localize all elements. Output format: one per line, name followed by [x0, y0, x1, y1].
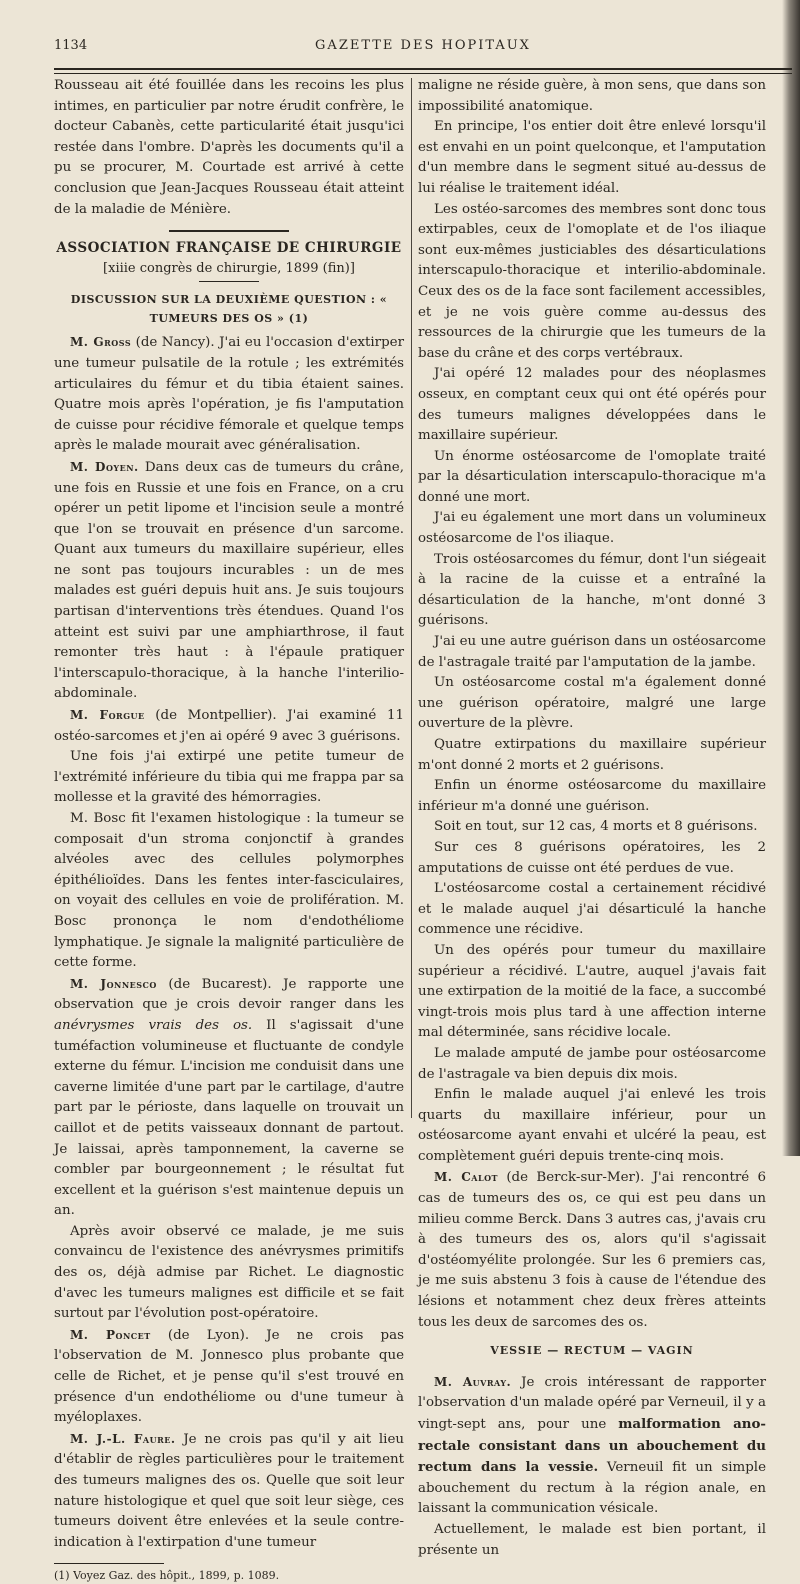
- paragraph: J'ai eu une autre guérison dans un ostéosarcome de l'astragale traité par l'amputation de la jambe.: [418, 634, 766, 670]
- footnote: (1) Voyez Gaz. des hôpit., 1899, p. 1089.: [54, 1569, 280, 1583]
- speaker-name: M. Auvray.: [434, 1374, 512, 1389]
- paragraph-text: Il s'agissait d'une tuméfaction volumineuse et fluctuante de condyle externe du fémur. L'incision me conduisit dans une caverne limitée d'une part par le cartilage, d'autre part par le périoste, dans laquelle on trouvait un caillot et de petits vaisseaux donnant de partout. Je laissai, après tamponnement, la caverne se combler par bourgeonnement ; le résultat fut excellent et la guérison s'est maintenue depuis un an.: [54, 1017, 404, 1219]
- paragraph: Sur ces 8 guérisons opératoires, les 2 amputations de cuisse ont été perdues de vue.: [418, 839, 766, 876]
- speaker-name: M. Poncet: [70, 1327, 151, 1342]
- paragraph-calot: [418, 1167, 766, 1333]
- footnote-rule: [54, 1563, 164, 1564]
- paragraph-text: (de Nancy). J'ai eu l'occasion d'extirper une tumeur pulsatile de la rotule ; les extrémités articulaires du fémur et du tibia étaient saines. Quatre mois après l'opération, je fis l'amputation de cuisse pour récidive fémorale et quelque temps après le malade mourait avec généralisation.: [54, 335, 404, 454]
- speaker-name: M. J.-L. Faure.: [70, 1431, 176, 1446]
- paragraph: En principe, l'os entier doit être enlevé lorsqu'il est envahi en un point quelconque, et l'amputation d'un membre dans le segment situé au-dessus de lui réalise le traitement idéal.: [418, 119, 766, 196]
- speaker-name: M. Doyen.: [70, 459, 139, 474]
- paragraph-text: Dans deux cas de tumeurs du crâne, une fois en Russie et une fois en France, on a cru opérer un petit lipome et l'incision seule a montré que l'on se trouvait en présence d'un sarcome. Quant aux tumeurs du maxillaire supérieur, elles ne sont pas toujours incurables : un de mes malades est guéri depuis huit ans. Je suis toujours partisan d'interventions très étendues. Quand l'os atteint est suivi par une amphiarthrose, il faut remonter très haut : à l'épaule pratiquer l'interscapulo-thoracique, à la hanche l'interilio-abdominale.: [54, 459, 404, 702]
- speaker-name: M. Gross: [70, 335, 132, 350]
- running-title: GAZETTE DES HOPITAUX: [315, 38, 531, 53]
- speaker-name: M. Calot: [434, 1170, 499, 1185]
- paragraph-text: (de Lyon). Je ne crois pas l'observation de M. Jonnesco plus probante que celle de Richet, et je pense qu'il s'est trouvé en présence d'un endothéliome ou d'une tumeur à myéloplaxes.: [54, 1327, 404, 1426]
- column-divider: [411, 78, 412, 1118]
- section-subheading: VESSIE — RECTUM — VAGIN: [490, 1344, 694, 1358]
- ornament-rule: [169, 230, 289, 232]
- speaker-name: M. Jonnesco: [70, 976, 157, 991]
- paragraph-auvray: [418, 1372, 766, 1520]
- paragraph-text: Je crois intéressant de rapporter l'observation d'un malade opéré par Verneuil, il y a vingt-sept ans, pour une: [418, 1374, 766, 1432]
- discussion-heading: DISCUSSION SUR LA DEUXIÈME QUESTION : « TUMEURS DES OS » (1): [70, 293, 388, 326]
- speaker-name: M. Forgue: [70, 708, 145, 723]
- bold-text: malformation ano-rectale consistant dans un abouchement du rectum dans la vessie.: [418, 1416, 766, 1476]
- paragraph: Les ostéo-sarcomes des membres sont donc tous extirpables, ceux de l'omoplate et de l'os iliaque sont eux-mêmes justiciables des désarticulations interscapulo-thoracique et interilio-abdominale. Ceux des os de la face sont facilement accessibles, et je ne vois guère comme au-dessus des ressources de la chirurgie que les tumeurs de la base du crâne et des corps vertébraux.: [418, 201, 766, 361]
- paragraph-text: (de Berck-sur-Mer). J'ai rencontré 6 cas de tumeurs des os, ce qui est peu dans un milieu comme Berck. Dans 3 autres cas, j'avais cru à des tumeurs des os, alors qu'il s'agissait d'ostéomyélite prolongée. Sur les 6 premiers cas, je me suis abstenu 3 fois à cause de l'étendue des lésions et notamment chez deux frères atteints tous les deux de sarcomes des os.: [418, 1170, 767, 1330]
- header-rule: [54, 68, 792, 70]
- paragraph: J'ai eu également une mort dans un volumineux ostéosarcome de l'os iliaque.: [418, 510, 766, 547]
- paragraph: Rousseau ait été fouillée dans les recoins les plus intimes, en particulier par notre érudit confrère, le docteur Cabanès, cette particularité était jusqu'ici restée dans l'ombre. D'après les documents qu'il a pu se procurer, M. Courtade est arrivé à cette conclusion que Jean-Jacques Rousseau était atteint de la maladie de Ménière.: [54, 78, 404, 217]
- paragraph: L'ostéosarcome costal a certainement récidivé et le malade auquel j'ai désarticulé la hanche commence une récidive.: [418, 881, 766, 938]
- paragraph: Un énorme ostéosarcome de l'omoplate traité par la désarticulation interscapulo-thoracique m'a donné une mort.: [418, 448, 766, 505]
- paragraph-faure: [54, 1429, 404, 1554]
- paragraph: Enfin le malade auquel j'ai enlevé les trois quarts du maxillaire inférieur, pour un ostéosarcome ayant envahi et ulcéré la peau, est complètement guéri depuis trente-cinq mois.: [418, 1087, 766, 1164]
- paragraph-doyen: [54, 457, 404, 705]
- left-column: [54, 76, 404, 1583]
- section-title-block: [54, 230, 404, 282]
- paragraph-poncet: [54, 1325, 404, 1429]
- paragraph-text: (de Montpellier). J'ai examiné 11 ostéo-sarcomes et j'en ai opéré 9 avec 3 guérisons.: [54, 708, 404, 744]
- paragraph-gross: [54, 332, 404, 457]
- page-number: 1134: [54, 38, 88, 53]
- paragraph-forgue: [54, 705, 404, 747]
- emphasis-text: anévrysmes vrais des os.: [54, 1017, 253, 1033]
- ornament-rule-small: [199, 281, 259, 282]
- page-header: [54, 34, 792, 64]
- paragraph: Une fois j'ai extirpé une petite tumeur de l'extrémité inférieure du tibia qui me frappa par sa mollesse et la gravité des hémorragies.: [54, 749, 404, 806]
- paragraph: Un des opérés pour tumeur du maxillaire supérieur a récidivé. L'autre, auquel j'avais fait une extirpation de la moitié de la face, a succombé vingt-trois mois plus tard à une affection interne mal déterminée, sans récidive locale.: [418, 942, 766, 1041]
- paragraph: Quatre extirpations du maxillaire supérieur m'ont donné 2 morts et 2 guérisons.: [418, 737, 766, 773]
- paragraph: maligne ne réside guère, à mon sens, que dans son impossibilité anatomique.: [418, 78, 766, 114]
- paragraph: Le malade amputé de jambe pour ostéosarcome de l'astragale va bien depuis dix mois.: [418, 1045, 766, 1082]
- paragraph: J'ai opéré 12 malades pour des néoplasmes osseux, en comptant ceux qui ont été opérés pour des tumeurs malignes développées dans le maxillaire supérieur.: [418, 366, 766, 444]
- paragraph-text: Verneuil fit un simple abouchement du rectum à la région anale, en laissant la communication vésicale.: [418, 1460, 766, 1517]
- paragraph-jonnesco: [54, 974, 404, 1222]
- paragraph: Enfin un énorme ostéosarcome du maxillaire inférieur m'a donné une guérison.: [418, 778, 766, 814]
- paragraph: Un ostéosarcome costal m'a également donné une guérison opératoire, malgré une large ouverture de la plèvre.: [418, 675, 766, 732]
- congress-line: [xiiie congrès de chirurgie, 1899 (fin)]: [103, 260, 355, 276]
- right-column: [418, 76, 767, 1558]
- paragraph: M. Bosc fit l'examen histologique : la tumeur se composait d'un stroma conjonctif à grandes alvéoles avec des cellules polymorphes épithélioïdes. Dans les fentes inter-fasciculaires, on voyait des cellules en voie de prolifération. M. Bosc prononça le nom d'endothéliome lymphatique. Je signale la malignité particulière de cette forme.: [54, 811, 404, 971]
- association-title: ASSOCIATION FRANÇAISE DE CHIRURGIE: [56, 240, 402, 257]
- paragraph-text: Je ne crois pas qu'il y ait lieu d'établir de règles particulières pour le traitement des tumeurs malignes des os. Quelle que soit leur nature histologique et quel que soit leur siège, ces tumeurs doivent être enlevées et la seule contre-indication à l'extirpation d'une tumeur: [54, 1431, 404, 1550]
- header-rule-thin: [54, 73, 792, 74]
- paragraph: Après avoir observé ce malade, je me suis convaincu de l'existence des anévrysmes primitifs des os, déjà admise par Richet. Le diagnostic d'avec les tumeurs malignes est difficile et se fait surtout par l'évolution post-opératoire.: [54, 1223, 404, 1322]
- paragraph: Soit en tout, sur 12 cas, 4 morts et 8 guérisons.: [434, 819, 758, 835]
- paragraph-text: (de Bucarest). Je rapporte une observation que je crois devoir ranger dans les: [54, 976, 404, 1013]
- paragraph: Trois ostéosarcomes du fémur, dont l'un siégeait à la racine de la cuisse et a entraîné la désarticulation de la hanche, m'ont donné 3 guérisons.: [418, 551, 766, 629]
- paragraph: Actuellement, le malade est bien portant, il présente un: [418, 1521, 766, 1558]
- page-edge: [782, 0, 800, 1156]
